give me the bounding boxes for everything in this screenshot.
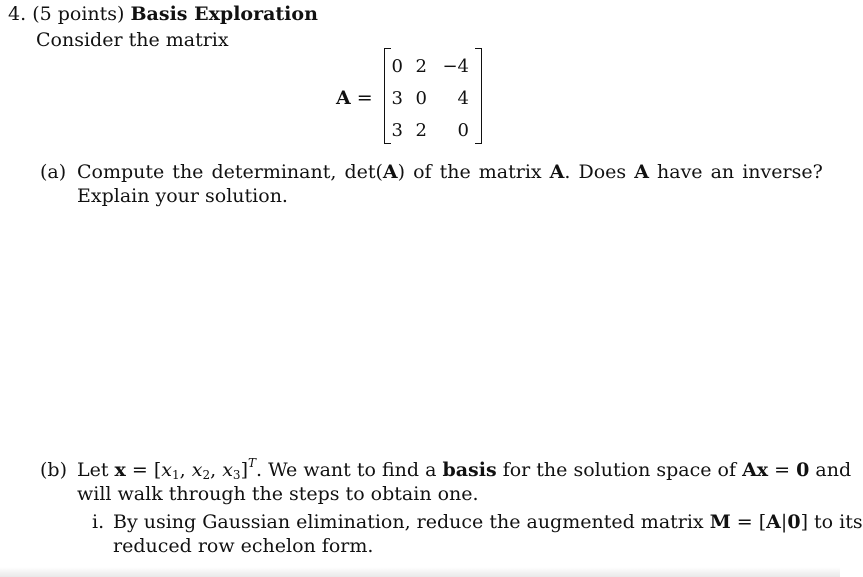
superscript: T	[247, 456, 256, 470]
text: ) of the matrix	[397, 161, 550, 183]
problem-intro: Consider the matrix	[36, 29, 229, 51]
subscript: 3	[232, 468, 241, 482]
matrix-lhs	[336, 86, 373, 110]
matrix-cell: 3	[391, 120, 403, 141]
bracket-corner	[385, 48, 391, 49]
part-a-line2: Explain your solution.	[77, 185, 288, 207]
variable: x	[222, 459, 233, 481]
zero-vector: 0	[787, 511, 801, 533]
text: By using Gaussian elimination, reduce the augmented matrix	[113, 511, 710, 533]
text: Compute the determinant, det(	[77, 161, 383, 183]
part-a-line1	[77, 160, 823, 184]
variable: x	[161, 459, 173, 481]
text: for the solution space of	[496, 459, 743, 481]
problem-number: 4.	[8, 3, 27, 25]
matrix-symbol: A	[549, 161, 565, 183]
sub-i-line2: reduced row echelon form.	[113, 535, 374, 557]
problem-points: (5 points)	[32, 3, 125, 25]
bracket-corner	[385, 143, 391, 144]
text: . We want to find a	[256, 459, 443, 481]
matrix-cell: 0	[391, 56, 403, 77]
matrix-equals: =	[356, 87, 373, 109]
vector-symbol: x	[114, 459, 126, 481]
subscript: 1	[172, 468, 180, 482]
variable: x	[191, 459, 203, 481]
part-b-label: (b)	[40, 459, 67, 481]
text: = [	[125, 459, 162, 481]
sub-i-line1	[113, 510, 863, 534]
matrix-cell: 3	[391, 88, 403, 109]
text: ] to its	[800, 511, 863, 533]
bold-word: basis	[442, 459, 497, 481]
part-a-label: (a)	[40, 161, 67, 183]
text: =	[768, 459, 797, 481]
text: and	[809, 459, 852, 481]
matrix-cell: 2	[415, 56, 427, 77]
text: have an inverse?	[648, 161, 823, 183]
matrix-symbol: A	[634, 161, 649, 183]
problem-header	[8, 2, 318, 26]
text: = [	[730, 511, 767, 533]
text: Let	[77, 459, 115, 481]
text: . Does	[564, 161, 635, 183]
matrix-A	[384, 48, 482, 144]
matrix-name: A	[336, 87, 351, 109]
matrix-symbol: M	[709, 511, 731, 533]
matrix-symbol: A	[382, 161, 398, 183]
matrix-symbol: A	[766, 511, 781, 533]
matrix-cell: 2	[415, 120, 427, 141]
part-b-line1: Let $x = [x_1$, $x_2$, $x_3]^T$. We want to find a basis for the solution space of Ax = 0 and	[77, 456, 852, 482]
subscript: 2	[202, 468, 211, 482]
bracket-corner	[475, 48, 481, 49]
math-symbol: Ax	[742, 459, 769, 481]
zero-vector: 0	[796, 459, 810, 481]
matrix-cell: 0	[457, 120, 469, 141]
matrix-cell: 4	[457, 88, 469, 109]
matrix-cell: 0	[415, 88, 427, 109]
page-bottom-edge	[0, 567, 840, 577]
problem-title: Basis Exploration	[130, 3, 318, 25]
text: |	[780, 511, 788, 533]
matrix-cell: −4	[442, 56, 469, 77]
bracket-corner	[475, 143, 481, 144]
sub-i-label: i.	[92, 511, 105, 533]
part-b-line2: will walk through the steps to obtain one.	[77, 483, 479, 505]
